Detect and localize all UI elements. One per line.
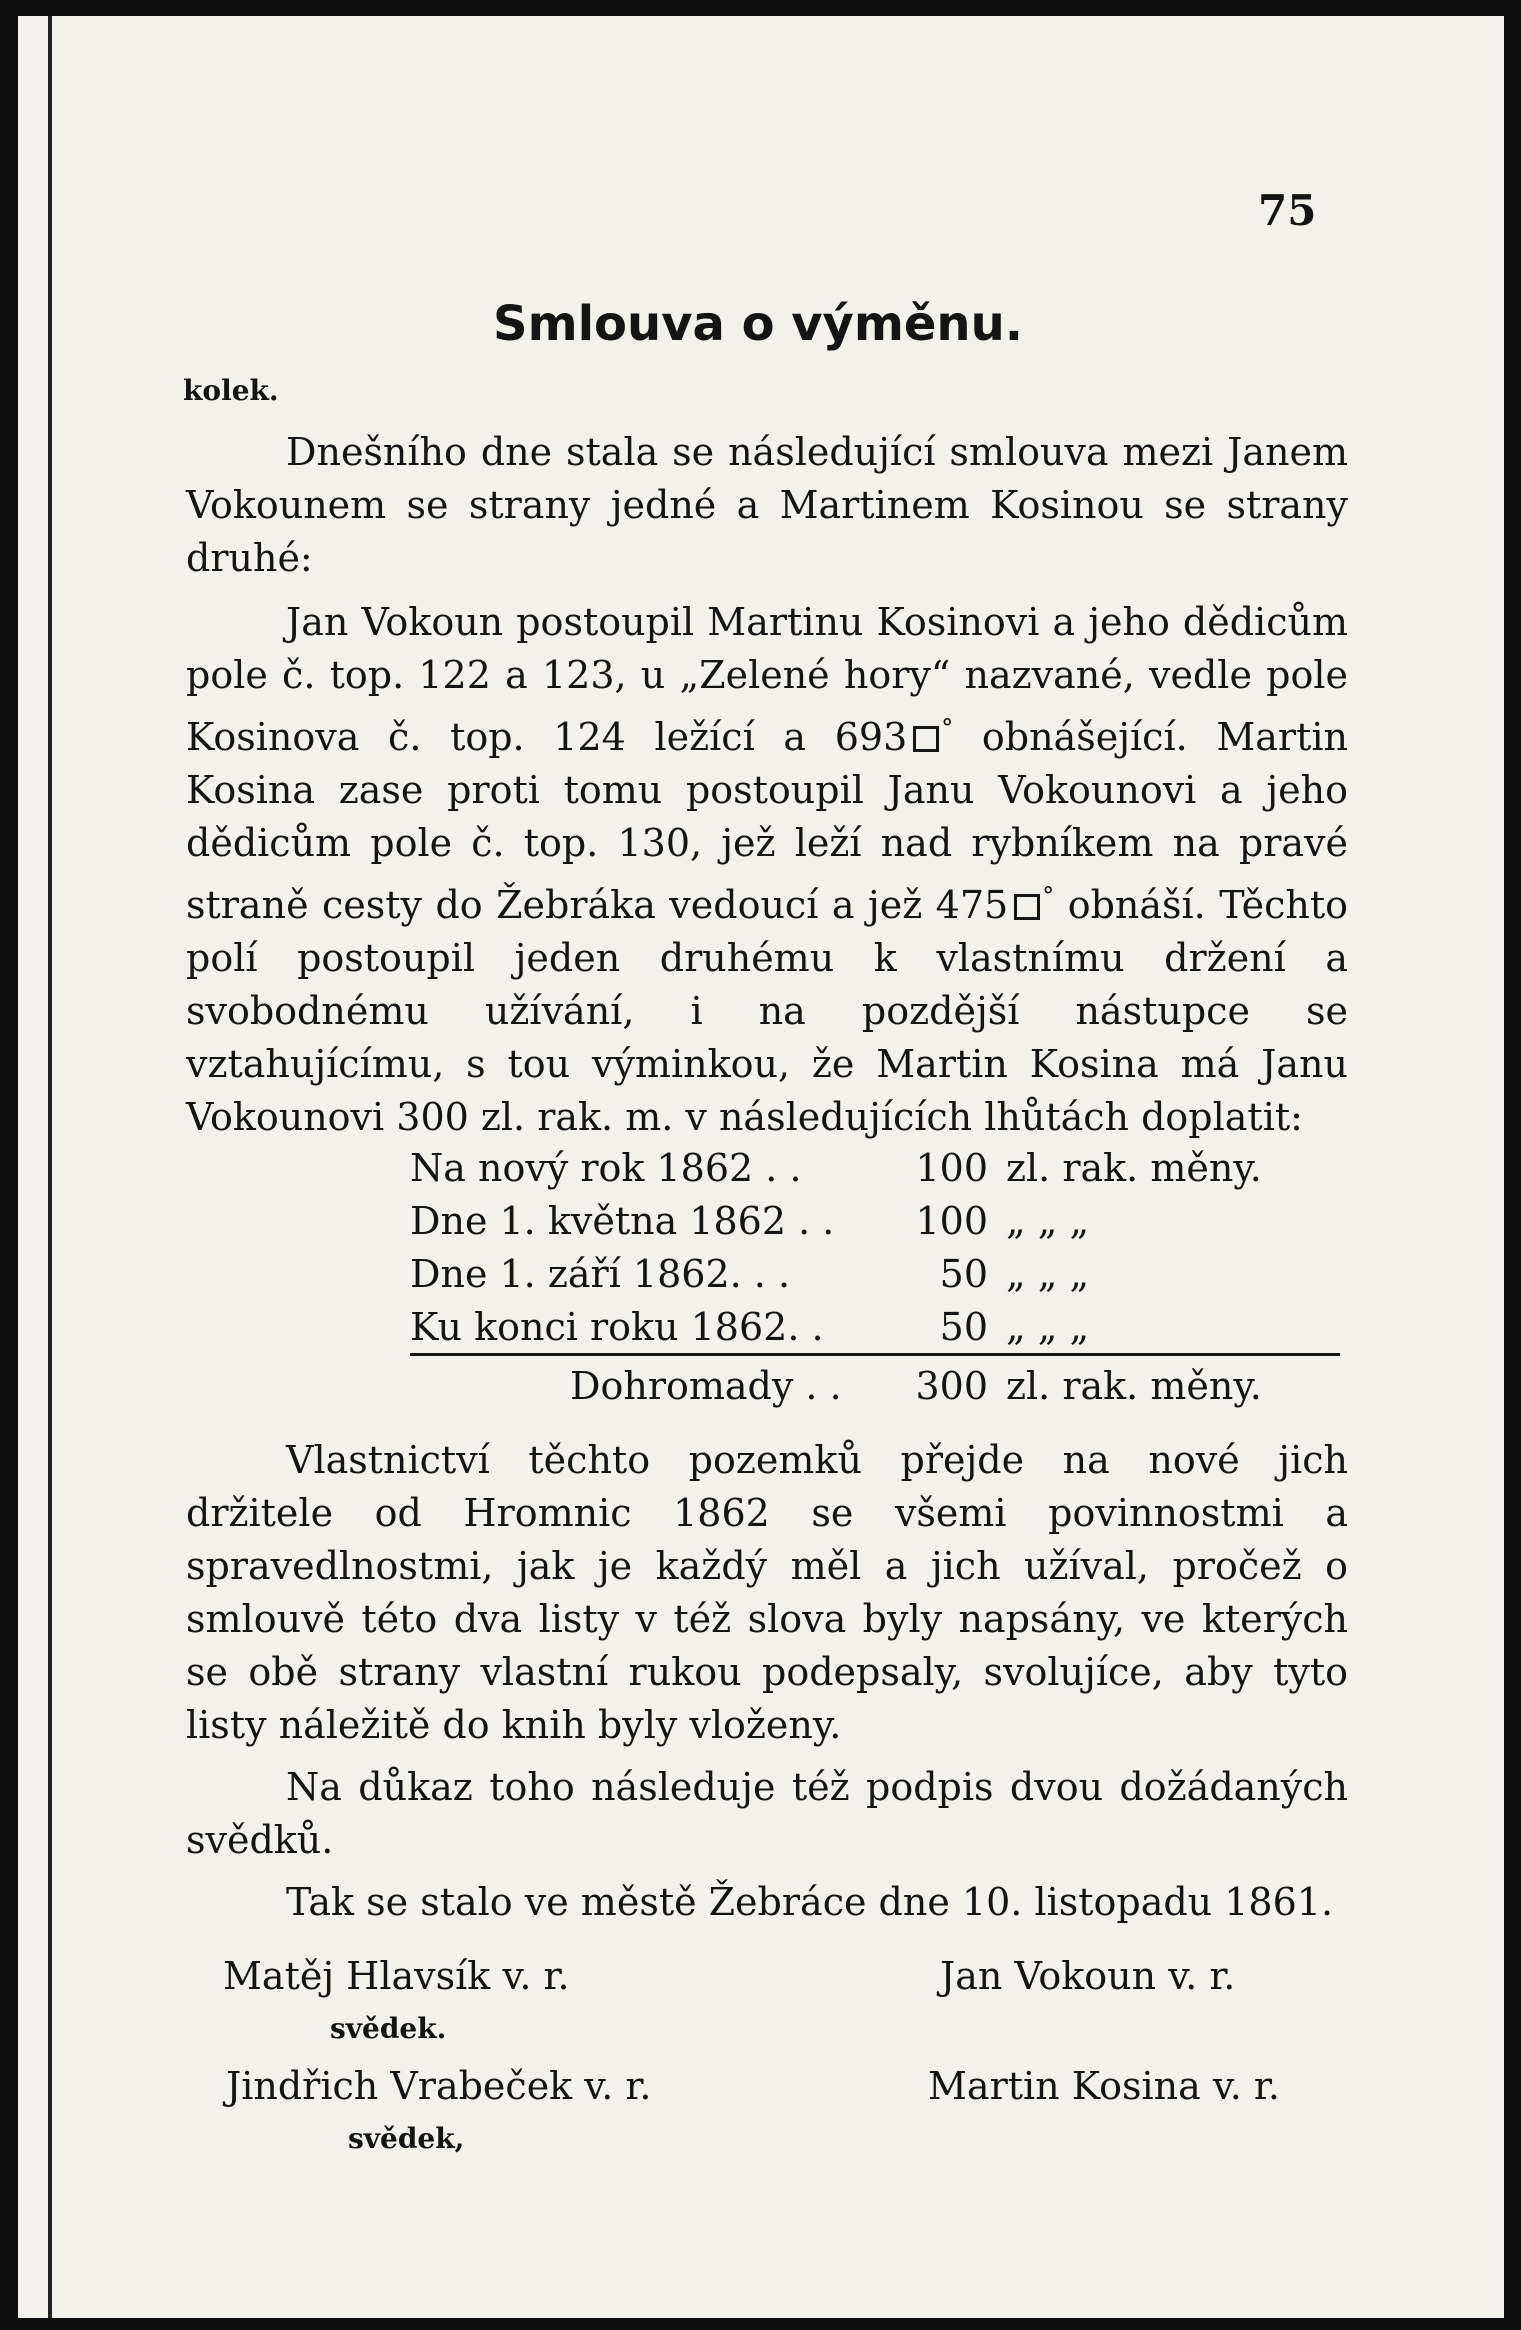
- signature-witness-2: Jindřich Vrabeček v. r.: [226, 2064, 652, 2108]
- paragraph-intro: [186, 426, 1348, 585]
- payment-schedule: [410, 1146, 1340, 1417]
- payment-amount: 100: [915, 1199, 988, 1243]
- exchange-part-3: obnáší. Těchto polí postoupil jeden druhému k vlastnímu držení a svobodnému užívání, i na pozdější nástupce se vztahujícímu, s tou výminkou, že Martin Kosina má Janu Vokounovi 300 zl. rak. m. v následujících lhůtách doplatit:: [186, 883, 1348, 1139]
- signature-party-2: Martin Kosina v. r.: [928, 2064, 1281, 2108]
- square-fathom-icon: [1014, 894, 1040, 920]
- paragraph-exchange: [186, 596, 1348, 1144]
- payment-amount: 50: [939, 1252, 988, 1296]
- exchange-part-2: obnášející. Martin Kosina zase proti tomu postoupil Janu Vokounovi a jeho dědicům pole č. top. 130, jež leží nad rybníkem na pravé straně cesty do Žebráka vedoucí a jež 475: [186, 715, 1348, 927]
- document-title: Smlouva o výměnu.: [493, 296, 1023, 352]
- witness-role-1: svědek.: [330, 2012, 447, 2045]
- page-number: 75: [1258, 186, 1317, 235]
- payment-row: [410, 1199, 1340, 1252]
- payment-total-unit: zl. rak. měny.: [1006, 1364, 1262, 1408]
- payment-label: Dne 1. května 1862 . .: [410, 1199, 835, 1243]
- payment-amount: 50: [939, 1305, 988, 1349]
- payment-row: [410, 1146, 1340, 1199]
- square-fathom-icon: [913, 726, 939, 752]
- unit-mark-2: °: [1042, 882, 1055, 910]
- payment-unit: „ „ „: [1006, 1199, 1090, 1243]
- payment-row: [410, 1305, 1340, 1356]
- payment-amount: 100: [915, 1146, 988, 1190]
- signature-party-1: Jan Vokoun v. r.: [940, 1954, 1236, 1998]
- paragraph-intro-text: Dnešního dne stala se následující smlouva mezi Janem Vokounem se strany jedné a Martinem Kosinou se strany druhé:: [186, 430, 1348, 580]
- page-binding-edge: [48, 16, 52, 2318]
- signature-witness-1: Matěj Hlavsík v. r.: [223, 1954, 570, 1998]
- payment-label: Ku konci roku 1862. .: [410, 1305, 824, 1349]
- payment-unit: „ „ „: [1006, 1305, 1090, 1349]
- payment-unit: „ „ „: [1006, 1252, 1090, 1296]
- document-page: [18, 16, 1504, 2318]
- paragraph-ownership-text: Vlastnictví těchto pozemků přejde na nové jich držitele od Hromnic 1862 se všemi povinnostmi a spravedlnostmi, jak je každý měl a jich užíval, pročež o smlouvě této dva listy v též slova byly napsány, ve kterých se obě strany vlastní rukou podepsaly, svolujíce, aby tyto listy náležitě do knih byly vloženy.: [186, 1438, 1348, 1747]
- place-and-date: Tak se stalo ve městě Žebráce dne 10. listopadu 1861.: [286, 1880, 1334, 1924]
- payment-label: Na nový rok 1862 . .: [410, 1146, 802, 1190]
- exchange-part-1: Jan Vokoun postoupil Martinu Kosinovi a jeho dědicům pole č. top. 122 a 123, u „Zelené hory“ nazvané, vedle pole Kosinova č. top. 124 ležící a 693: [186, 600, 1348, 759]
- payment-label: Dne 1. září 1862. . .: [410, 1252, 791, 1296]
- unit-mark-1: °: [941, 714, 954, 742]
- paragraph-witnesses-text: Na důkaz toho následuje též podpis dvou dožádaných svědků.: [186, 1765, 1348, 1862]
- payment-total-row: [410, 1364, 1340, 1417]
- payment-row: [410, 1252, 1340, 1305]
- payment-total-label: Dohromady . .: [570, 1364, 842, 1408]
- paragraph-exchange-text: [186, 596, 1348, 1144]
- paragraph-ownership: [186, 1434, 1348, 1752]
- payment-total-amount: 300: [915, 1364, 988, 1408]
- stamp-label: kolek.: [183, 374, 279, 407]
- payment-unit: zl. rak. měny.: [1006, 1146, 1262, 1190]
- paragraph-witnesses: [186, 1761, 1348, 1867]
- witness-role-2: svědek,: [348, 2122, 465, 2155]
